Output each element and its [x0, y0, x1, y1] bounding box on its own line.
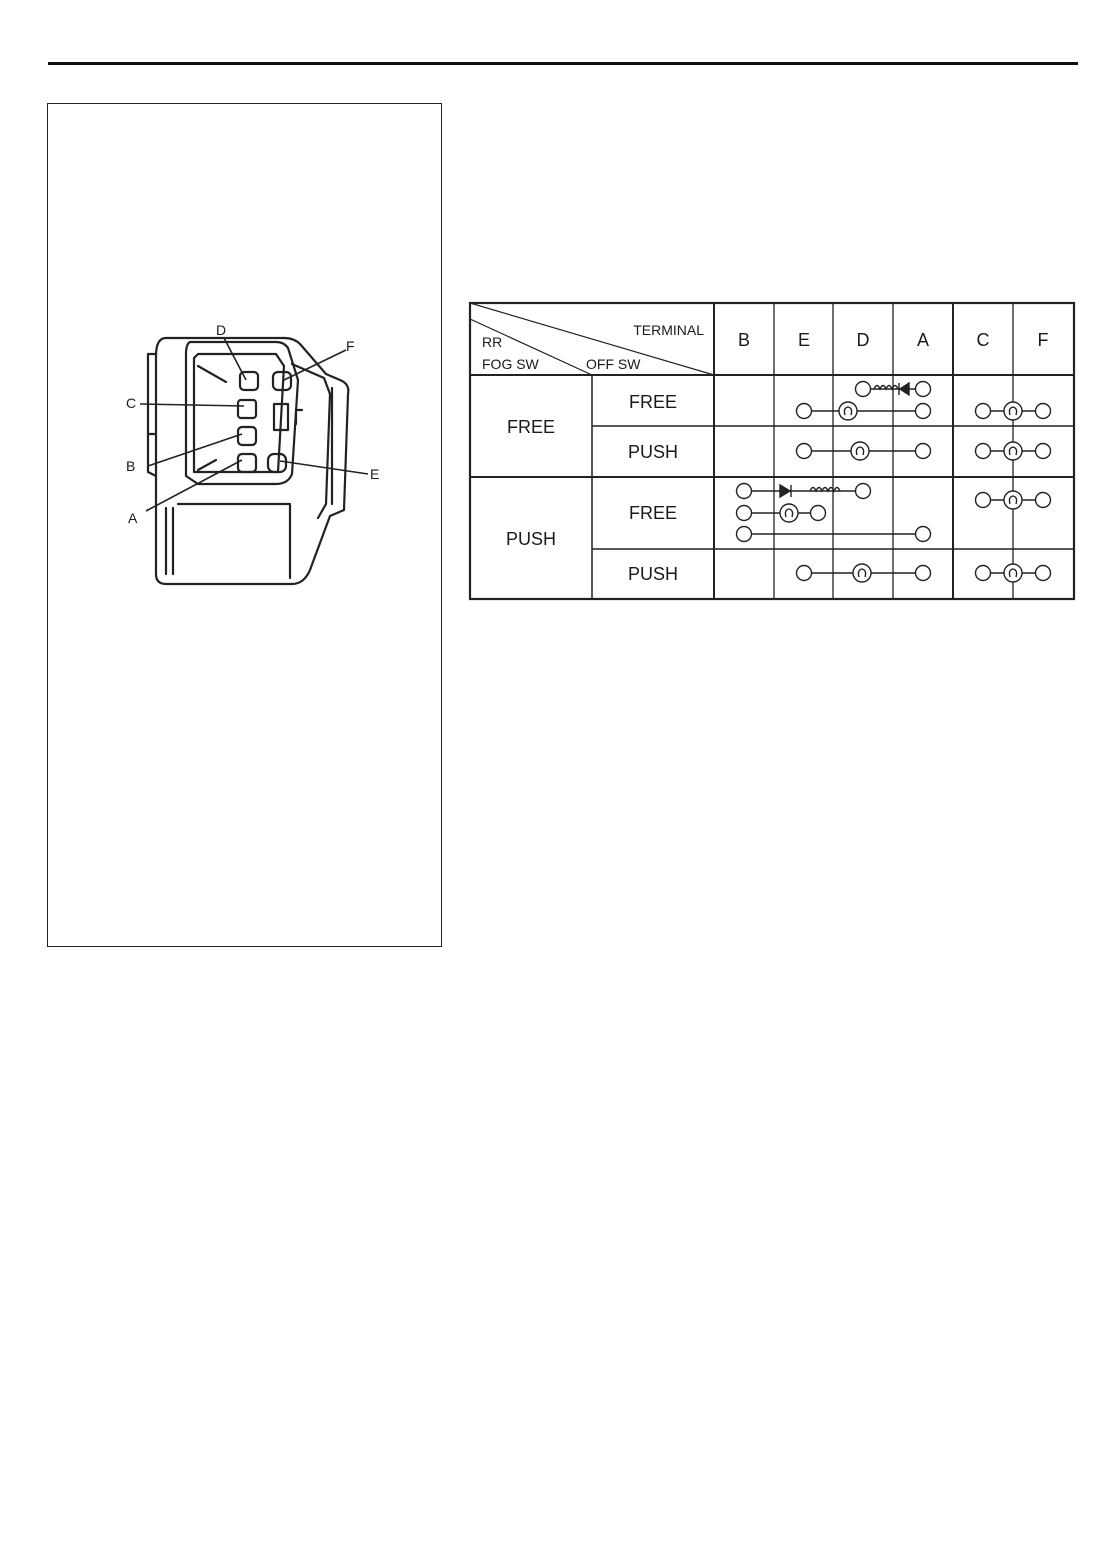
- col-header-f: F: [1037, 330, 1049, 350]
- row-label-free-free: FREE: [628, 392, 678, 412]
- row2-c-f-lamp: [976, 442, 1051, 460]
- pin-e: [268, 454, 286, 472]
- header-fog-sw: FOG SW: [482, 356, 539, 372]
- pin-c: [238, 400, 256, 418]
- row4-c-f-lamp: [976, 564, 1051, 582]
- connector-drawing: [48, 104, 443, 948]
- label-f: F: [346, 338, 355, 354]
- row1-e-a-lamp: [797, 402, 931, 420]
- group-label-push: PUSH: [505, 529, 557, 549]
- row4-e-a-lamp: [797, 564, 931, 582]
- col-header-e: E: [797, 330, 811, 350]
- header-off-sw: OFF SW: [586, 356, 641, 372]
- row1-c-f-lamp: [976, 402, 1051, 420]
- row3-b-d-diode-coil: [737, 484, 871, 499]
- label-e: E: [370, 466, 380, 482]
- row-label-push-push: PUSH: [627, 564, 679, 584]
- continuity-table: [468, 301, 1078, 603]
- connector-lower-block: [178, 504, 290, 578]
- header-rr: RR: [482, 334, 503, 350]
- row-label-free-push: PUSH: [627, 442, 679, 462]
- label-c: C: [126, 395, 137, 411]
- header-terminal: TERMINAL: [633, 322, 704, 338]
- header-rule: [48, 62, 1078, 65]
- row3-c-f-lamp: [976, 491, 1051, 509]
- label-a: A: [128, 510, 138, 526]
- col-header-d: D: [856, 330, 870, 350]
- label-b: B: [126, 458, 136, 474]
- pin-b: [238, 427, 256, 445]
- connector-illustration-panel: [47, 103, 442, 947]
- col-header-a: A: [916, 330, 930, 350]
- label-d: D: [216, 322, 227, 338]
- col-header-c: C: [976, 330, 990, 350]
- col-header-b: B: [737, 330, 751, 350]
- row2-e-a-lamp: [797, 442, 931, 460]
- connector-left-tab: [148, 354, 156, 434]
- row3-b-e-lamp: [737, 504, 826, 522]
- group-label-free: FREE: [506, 417, 556, 437]
- row-label-push-free: FREE: [628, 503, 678, 523]
- pin-a: [238, 454, 256, 472]
